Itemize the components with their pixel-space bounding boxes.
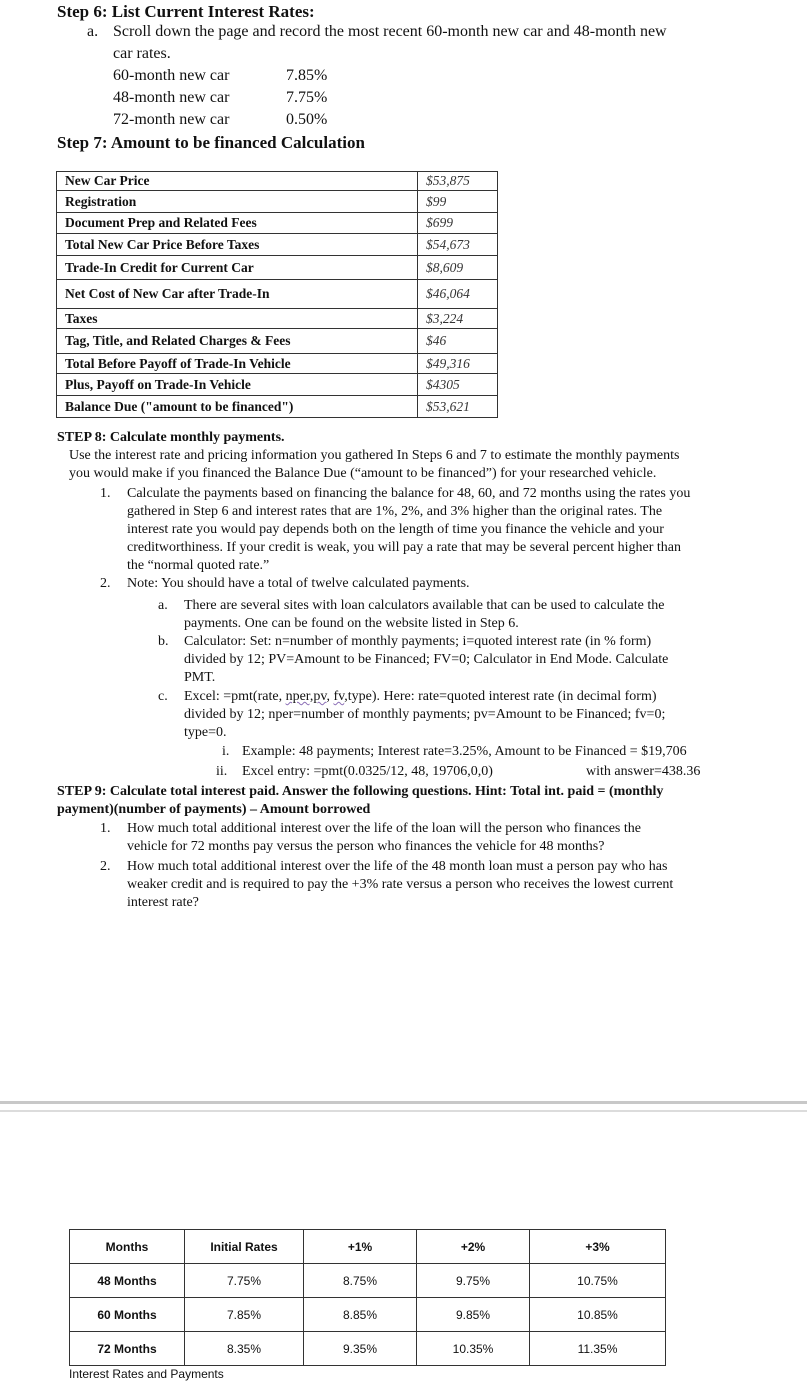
table-header-row bbox=[70, 1230, 666, 1264]
row-value: $46,064 bbox=[418, 280, 498, 309]
header-plus3: +3% bbox=[530, 1230, 666, 1264]
step8-item1-marker: 1. bbox=[100, 486, 111, 501]
rate-value-60: 7.85% bbox=[286, 67, 328, 84]
step6-item-a-line2: car rates. bbox=[113, 45, 171, 62]
step8-sub-a-marker: a. bbox=[158, 598, 168, 613]
row-label: Document Prep and Related Fees bbox=[57, 213, 418, 234]
header-plus1: +1% bbox=[304, 1230, 417, 1264]
step6-item-a-marker: a. bbox=[87, 23, 99, 40]
excel-formula-post: ,type). Here: rate=quoted interest rate (in decimal form) bbox=[344, 689, 657, 704]
row-months: 48 Months bbox=[70, 1264, 185, 1298]
table-row bbox=[57, 191, 498, 213]
step8-item1-line: creditworthiness. If your credit is weak, you will pay a rate that may be several percent higher than bbox=[127, 540, 681, 555]
row-label: Registration bbox=[57, 191, 418, 213]
cell-plus2: 10.35% bbox=[417, 1332, 530, 1366]
row-value: $53,621 bbox=[418, 396, 498, 418]
cell-initial: 8.35% bbox=[185, 1332, 304, 1366]
row-label: Balance Due ("amount to be financed") bbox=[57, 396, 418, 418]
row-value: $49,316 bbox=[418, 354, 498, 374]
interest-rates-table bbox=[69, 1229, 666, 1366]
step8-item1-line: gathered in Step 6 and interest rates that are 1%, 2%, and 3% higher than the original rates. The bbox=[127, 504, 663, 519]
cell-plus1: 8.85% bbox=[304, 1298, 417, 1332]
table-row bbox=[57, 234, 498, 256]
row-label: Plus, Payoff on Trade-In Vehicle bbox=[57, 374, 418, 396]
header-initial-rates: Initial Rates bbox=[185, 1230, 304, 1264]
example-ii-marker: ii. bbox=[216, 764, 228, 779]
row-label: Total Before Payoff of Trade-In Vehicle bbox=[57, 354, 418, 374]
step8-sub-b-line: Calculator: Set: n=number of monthly payments; i=quoted interest rate (in % form) bbox=[184, 634, 652, 649]
step8-sub-c-line1 bbox=[184, 688, 657, 706]
table-caption: Interest Rates and Payments bbox=[69, 1367, 224, 1381]
row-value: $4305 bbox=[418, 374, 498, 396]
row-value: $53,875 bbox=[418, 172, 498, 191]
step9-q1-line: vehicle for 72 months pay versus the person who finances the vehicle for 48 months? bbox=[127, 839, 605, 854]
step8-sub-b-line: PMT. bbox=[184, 670, 216, 685]
table-row bbox=[57, 213, 498, 234]
cell-plus3: 11.35% bbox=[530, 1332, 666, 1366]
row-months: 60 Months bbox=[70, 1298, 185, 1332]
step8-item1-line: the “normal quoted rate.” bbox=[127, 558, 270, 573]
step9-q1-line: How much total additional interest over the life of the loan will the person who finances the bbox=[127, 821, 641, 836]
table-row bbox=[70, 1264, 666, 1298]
cell-plus1: 9.35% bbox=[304, 1332, 417, 1366]
example-i-marker: i. bbox=[222, 744, 230, 759]
cell-plus2: 9.85% bbox=[417, 1298, 530, 1332]
step8-sub-c-line2: divided by 12; nper=number of monthly payments; pv=Amount to be Financed; fv=0; bbox=[184, 707, 666, 722]
table-row bbox=[57, 374, 498, 396]
row-label: New Car Price bbox=[57, 172, 418, 191]
step6-title: Step 6: List Current Interest Rates: bbox=[57, 2, 315, 21]
table-row bbox=[57, 329, 498, 354]
step8-item2-marker: 2. bbox=[100, 576, 111, 591]
table-row bbox=[57, 309, 498, 329]
step8-sub-c-line3: type=0. bbox=[184, 725, 227, 740]
excel-formula-sep: , bbox=[326, 689, 334, 704]
step9-q2-line: weaker credit and is required to pay the +3% rate versus a person who receives the lowest current bbox=[127, 877, 674, 892]
step8-sub-a-line: There are several sites with loan calculators available that can be used to calculate the bbox=[184, 598, 665, 613]
step9-q2-line: interest rate? bbox=[127, 895, 199, 910]
step7-title: Step 7: Amount to be financed Calculation bbox=[57, 133, 365, 152]
section-divider bbox=[0, 1110, 807, 1112]
cell-initial: 7.75% bbox=[185, 1264, 304, 1298]
cell-plus2: 9.75% bbox=[417, 1264, 530, 1298]
cell-plus3: 10.85% bbox=[530, 1298, 666, 1332]
step9-q2-marker: 2. bbox=[100, 859, 111, 874]
step9-title-line2: payment)(number of payments) – Amount borrowed bbox=[57, 802, 371, 817]
cell-initial: 7.85% bbox=[185, 1298, 304, 1332]
cell-plus1: 8.75% bbox=[304, 1264, 417, 1298]
step8-item2-text: Note: You should have a total of twelve calculated payments. bbox=[127, 576, 470, 591]
step8-sub-b-line: divided by 12; PV=Amount to be Financed; FV=0; Calculator in End Mode. Calculate bbox=[184, 652, 669, 667]
step8-item1-line: interest rate you would pay depends both on the length of time you finance the vehicle and your bbox=[127, 522, 664, 537]
table-row bbox=[70, 1332, 666, 1366]
step9-title-line1: STEP 9: Calculate total interest paid. Answer the following questions. Hint: Total int. paid = (monthly bbox=[57, 784, 664, 799]
step6-item-a-line1: Scroll down the page and record the most recent 60-month new car and 48-month new bbox=[113, 23, 667, 40]
step8-intro-line1: Use the interest rate and pricing information you gathered In Steps 6 and 7 to estimate the monthly payments bbox=[69, 448, 680, 463]
example-i-text: Example: 48 payments; Interest rate=3.25%, Amount to be Financed = $19,706 bbox=[242, 744, 687, 759]
table-row bbox=[57, 396, 498, 418]
step8-item1-line: Calculate the payments based on financing the balance for 48, 60, and 72 months using the rates you bbox=[127, 486, 691, 501]
spellcheck-word: fv bbox=[333, 689, 345, 704]
table-row bbox=[57, 172, 498, 191]
row-value: $54,673 bbox=[418, 234, 498, 256]
row-value: $99 bbox=[418, 191, 498, 213]
rate-value-72: 0.50% bbox=[286, 111, 328, 128]
table-row bbox=[57, 256, 498, 280]
step8-sub-a-line: payments. One can be found on the website listed in Step 6. bbox=[184, 616, 519, 631]
row-value: $3,224 bbox=[418, 309, 498, 329]
step9-q1-marker: 1. bbox=[100, 821, 111, 836]
header-plus2: +2% bbox=[417, 1230, 530, 1264]
example-ii-text: Excel entry: =pmt(0.0325/12, 48, 19706,0,0) bbox=[242, 764, 493, 779]
step9-q2-line: How much total additional interest over the life of the 48 month loan must a person pay who has bbox=[127, 859, 668, 874]
cell-plus3: 10.75% bbox=[530, 1264, 666, 1298]
excel-formula-pre: Excel: =pmt(rate, bbox=[184, 689, 286, 704]
spellcheck-word: nper,pv bbox=[285, 689, 327, 704]
row-label: Trade-In Credit for Current Car bbox=[57, 256, 418, 280]
row-label: Tag, Title, and Related Charges & Fees bbox=[57, 329, 418, 354]
rate-label-72: 72-month new car bbox=[113, 111, 230, 128]
step8-intro-line2: you would make if you financed the Balance Due (“amount to be financed”) for your researched vehicle. bbox=[69, 466, 657, 481]
row-value: $8,609 bbox=[418, 256, 498, 280]
rate-value-48: 7.75% bbox=[286, 89, 328, 106]
row-label: Net Cost of New Car after Trade-In bbox=[57, 280, 418, 309]
row-value: $699 bbox=[418, 213, 498, 234]
row-months: 72 Months bbox=[70, 1332, 185, 1366]
header-months: Months bbox=[70, 1230, 185, 1264]
step8-sub-c-marker: c. bbox=[158, 689, 168, 704]
table-row bbox=[70, 1298, 666, 1332]
section-divider bbox=[0, 1101, 807, 1104]
example-ii-answer: with answer=438.36 bbox=[586, 764, 701, 779]
row-label: Taxes bbox=[57, 309, 418, 329]
row-value: $46 bbox=[418, 329, 498, 354]
rate-label-60: 60-month new car bbox=[113, 67, 230, 84]
row-label: Total New Car Price Before Taxes bbox=[57, 234, 418, 256]
step8-title: STEP 8: Calculate monthly payments. bbox=[57, 430, 285, 445]
amount-financed-table bbox=[56, 171, 498, 418]
table-row bbox=[57, 354, 498, 374]
step8-sub-b-marker: b. bbox=[158, 634, 169, 649]
rate-label-48: 48-month new car bbox=[113, 89, 230, 106]
table-row bbox=[57, 280, 498, 309]
